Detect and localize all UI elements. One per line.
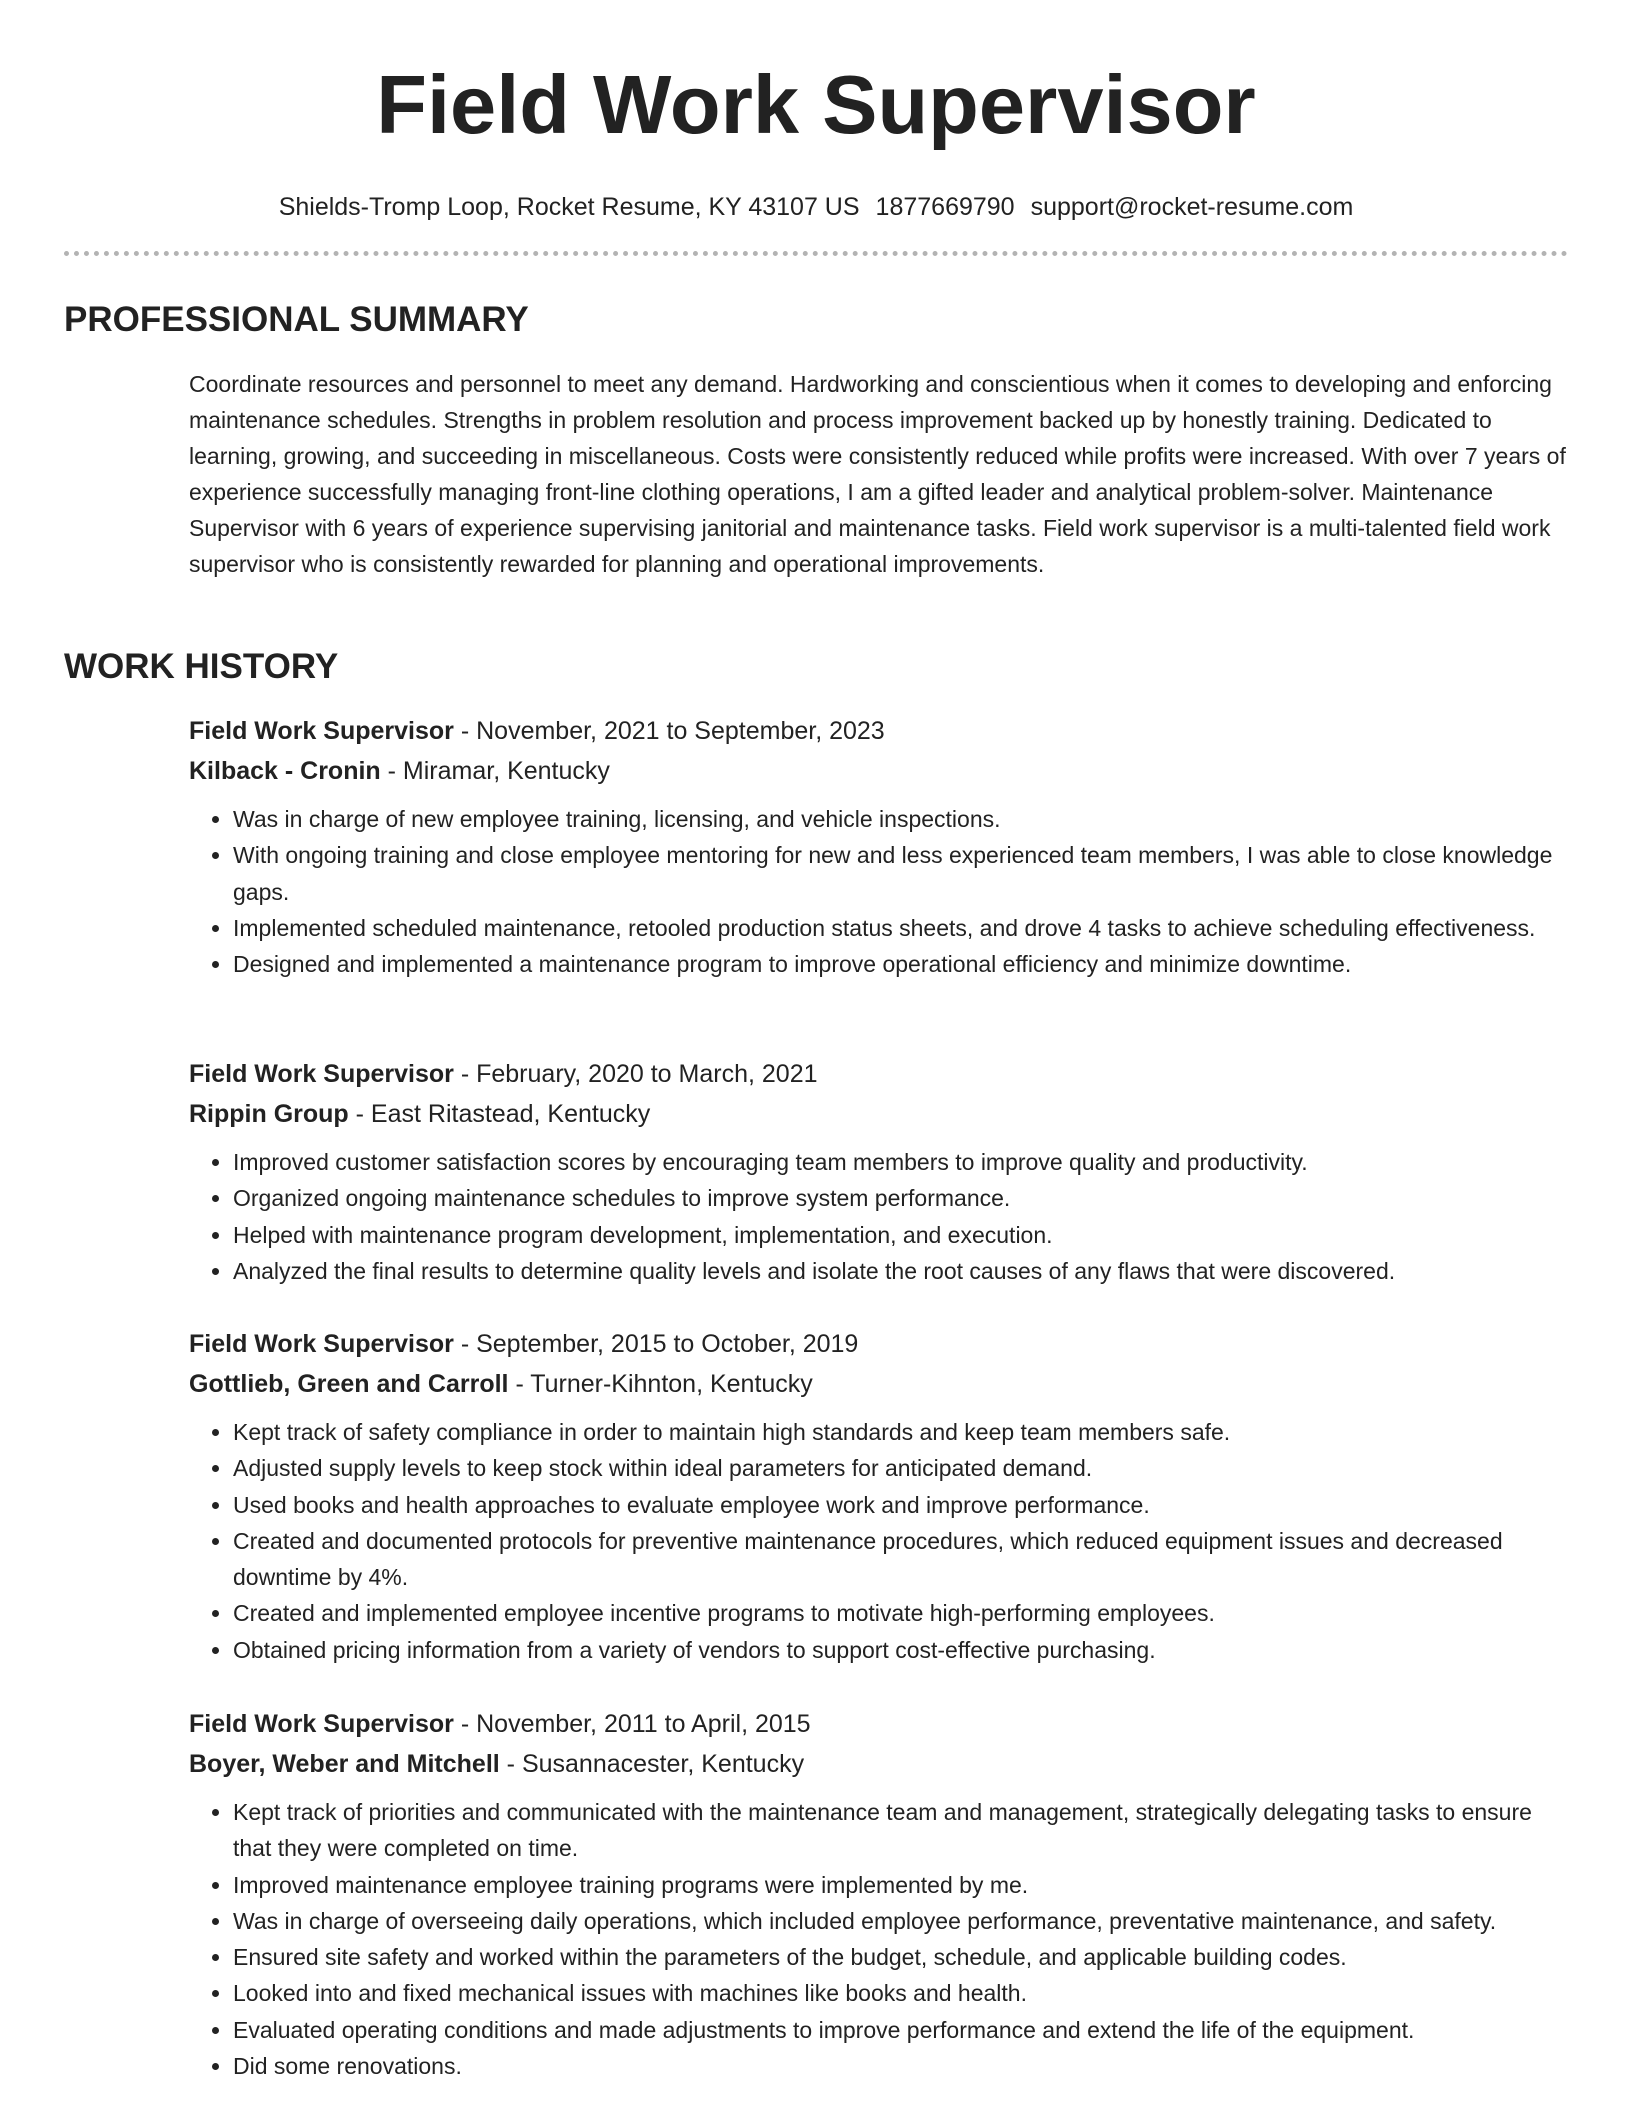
- candidate-name: Field Work Supervisor: [376, 58, 1256, 151]
- job-bullet: • Implemented scheduled maintenance, retooled production status sheets, and drove 4 tasks to achieve scheduling effectiveness.: [233, 910, 1569, 946]
- job-bullet: • Adjusted supply levels to keep stock within ideal parameters for anticipated demand.: [233, 1450, 1569, 1486]
- job-bullet: • Created and documented protocols for preventive maintenance procedures, which reduced equipment issues and decreased downtime by 4%.: [233, 1523, 1569, 1596]
- summary-text: Coordinate resources and personnel to meet any demand. Hardworking and conscientious when it comes to developing and enforcing maintenance schedules. Strengths in problem resolution and process improvement backed up by honestly training. Dedicated to learning, growing, and succeeding in miscellaneous. Costs were consistently reduced while profits were increased. With over 7 years of experience successfully managing front-line clothing operations, I am a gifted leader and analytical problem-solver. Maintenance Supervisor with 6 years of experience supervising janitorial and maintenance tasks. Field work supervisor is a multi-talented field work supervisor who is consistently rewarded for planning and operational improvements.: [189, 371, 1566, 577]
- job-bullet: • Improved maintenance employee training programs were implemented by me.: [233, 1867, 1569, 1903]
- job-bullet: • With ongoing training and close employee mentoring for new and less experienced team members, I was able to close knowledge gaps.: [233, 837, 1569, 910]
- job-role: Field Work Supervisor: [189, 1710, 454, 1738]
- job-bullet: • Was in charge of new employee training, licensing, and vehicle inspections.: [233, 801, 1569, 837]
- job-dates: - September, 2015 to October, 2019: [453, 1330, 859, 1358]
- job-entry: [189, 1054, 1569, 1289]
- work-history-heading: WORK HISTORY: [64, 647, 339, 686]
- job-bullet: • Evaluated operating conditions and made adjustments to improve performance and extend the life of the equipment.: [233, 2012, 1569, 2048]
- job-title-line: [189, 1054, 1569, 1094]
- contact-line: [64, 190, 1568, 224]
- job-company-line: [189, 1094, 1569, 1134]
- job-bullet: • Organized ongoing maintenance schedules to improve system performance.: [233, 1180, 1569, 1216]
- summary-heading: PROFESSIONAL SUMMARY: [64, 300, 529, 339]
- contact-phone: 1877669790: [875, 193, 1015, 221]
- job-dates: - November, 2021 to September, 2023: [453, 717, 885, 745]
- contact-email: support@rocket-resume.com: [1030, 193, 1354, 221]
- job-company-line: [189, 1744, 1569, 1784]
- job-location: - Turner-Kihnton, Kentucky: [508, 1370, 813, 1398]
- job-company-line: [189, 751, 1569, 791]
- job-bullet: • Helped with maintenance program development, implementation, and execution.: [233, 1217, 1569, 1253]
- job-company: Kilback - Cronin: [189, 757, 381, 785]
- job-title-line: [189, 1704, 1569, 1744]
- job-company: Gottlieb, Green and Carroll: [189, 1370, 509, 1398]
- job-bullet: • Ensured site safety and worked within the parameters of the budget, schedule, and applicable building codes.: [233, 1939, 1569, 1975]
- job-bullets: [189, 1794, 1569, 2084]
- job-dates: - February, 2020 to March, 2021: [453, 1060, 818, 1088]
- job-bullet: • Designed and implemented a maintenance program to improve operational efficiency and minimize downtime.: [233, 946, 1569, 982]
- header-divider: [64, 251, 1568, 256]
- job-location: - Susannacester, Kentucky: [499, 1750, 805, 1778]
- job-entry: [189, 711, 1569, 982]
- job-bullets: [189, 801, 1569, 982]
- contact-address: Shields-Tromp Loop, Rocket Resume, KY 43107 US: [278, 193, 860, 221]
- job-title-line: [189, 1324, 1569, 1364]
- job-role: Field Work Supervisor: [189, 1330, 454, 1358]
- job-company: Rippin Group: [189, 1100, 349, 1128]
- job-bullet: • Created and implemented employee incentive programs to motivate high-performing employees.: [233, 1595, 1569, 1631]
- job-bullets: [189, 1144, 1569, 1289]
- resume-header: [64, 44, 1568, 224]
- job-bullets: [189, 1414, 1569, 1668]
- job-dates: - November, 2011 to April, 2015: [453, 1710, 811, 1738]
- job-bullet: • Obtained pricing information from a variety of vendors to support cost-effective purchasing.: [233, 1632, 1569, 1668]
- job-company-line: [189, 1364, 1569, 1404]
- job-entry: [189, 1704, 1569, 2084]
- job-bullet: • Was in charge of overseeing daily operations, which included employee performance, preventative maintenance, and safety.: [233, 1903, 1569, 1939]
- job-bullet: • Used books and health approaches to evaluate employee work and improve performance.: [233, 1487, 1569, 1523]
- job-entry: [189, 1324, 1569, 1668]
- job-company: Boyer, Weber and Mitchell: [189, 1750, 500, 1778]
- job-bullet: • Looked into and fixed mechanical issues with machines like books and health.: [233, 1975, 1569, 2011]
- job-bullet: • Analyzed the final results to determine quality levels and isolate the root causes of any flaws that were discovered.: [233, 1253, 1569, 1289]
- job-location: - East Ritastead, Kentucky: [348, 1100, 651, 1128]
- job-bullet: • Did some renovations.: [233, 2048, 1569, 2084]
- job-bullet: • Kept track of priorities and communicated with the maintenance team and management, strategically delegating tasks to ensure that they were completed on time.: [233, 1794, 1569, 1867]
- job-role: Field Work Supervisor: [189, 717, 454, 745]
- job-bullet: • Improved customer satisfaction scores by encouraging team members to improve quality and productivity.: [233, 1144, 1569, 1180]
- job-role: Field Work Supervisor: [189, 1060, 454, 1088]
- job-title-line: [189, 711, 1569, 751]
- job-bullet: • Kept track of safety compliance in order to maintain high standards and keep team members safe.: [233, 1414, 1569, 1450]
- job-location: - Miramar, Kentucky: [380, 757, 610, 785]
